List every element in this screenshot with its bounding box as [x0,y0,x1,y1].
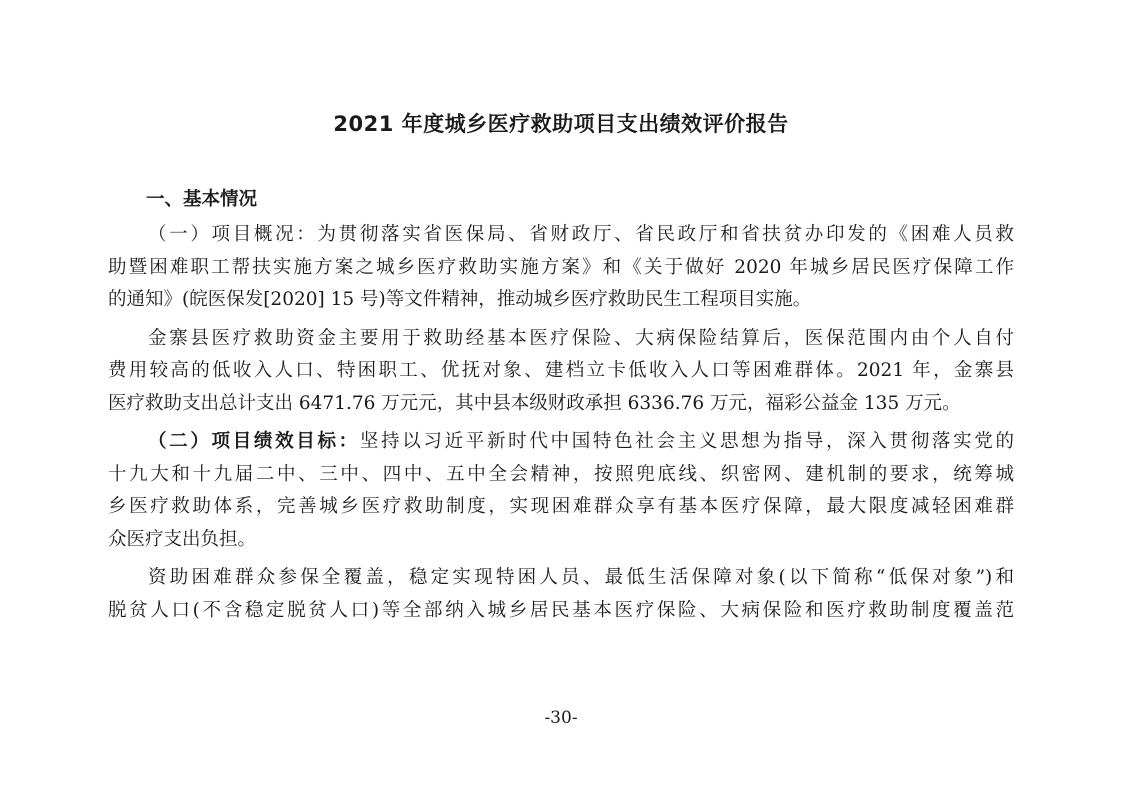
document-title: 2021 年度城乡医疗救助项目支出绩效评价报告 [333,112,789,136]
paragraph-line: （一）项目概况：为贯彻落实省医保局、省财政厅、省民政厅和省扶贫办印发的《困难人员救 [148,224,1014,245]
paragraph-insurance-coverage [108,562,1014,627]
paragraph-performance-goals [108,426,1014,556]
paragraph-line: 脱贫人口(不含稳定脱贫人口)等全部纳入城乡居民基本医疗保险、大病保险和医疗救助制度覆盖范 [108,599,1014,621]
paragraph-line: 金寨县医疗救助资金主要用于救助经基本医疗保险、大病保险结算后，医保范围内由个人自付 [148,327,1014,349]
paragraph-line: 助暨困难职工帮扶实施方案之城乡医疗救助实施方案》和《关于做好 2020 年城乡居民医疗保障工作 [108,256,1014,278]
goals-lead-bold: （二）项目绩效目标： [148,431,360,452]
paragraph-line: 十九大和十九届二中、三中、四中、五中全会精神，按照兜底线、织密网、建机制的要求，统筹城 [108,463,1014,485]
section-heading-basic-situation: 一、基本情况 [146,189,258,210]
paragraph-line: 的通知》(皖医保发[2020] 15 号)等文件精神，推动城乡医疗救助民生工程项目实施。 [108,289,812,310]
paragraph-line: 乡医疗救助体系，完善城乡医疗救助制度，实现困难群众享有基本医疗保障，最大限度减轻困难群 [108,496,1014,517]
document-body [108,180,1014,627]
paragraph-fund-usage [108,323,1014,421]
paragraph-line: 众医疗支出负担。 [108,528,257,550]
paragraph-line: 费用较高的低收入人口、特困职工、优抚对象、建档立卡低收入人口等困难群体。2021 年，金寨县 [108,360,1014,381]
page-number: -30- [544,708,578,728]
paragraph-line: 医疗救助支出总计支出 6471.76 万元元，其中县本级财政承担 6336.76 万元，福彩公益金 135 万元。 [108,392,961,414]
paragraph-project-overview [108,219,1014,317]
goals-line1-rest: 坚持以习近平新时代中国特色社会主义思想为指导，深入贯彻落实党的 [359,431,1014,452]
paragraph-line [108,426,1014,459]
paragraph-line: 资助困难群众参保全覆盖，稳定实现特困人员、最低生活保障对象(以下简称“低保对象”)和 [148,567,1014,588]
